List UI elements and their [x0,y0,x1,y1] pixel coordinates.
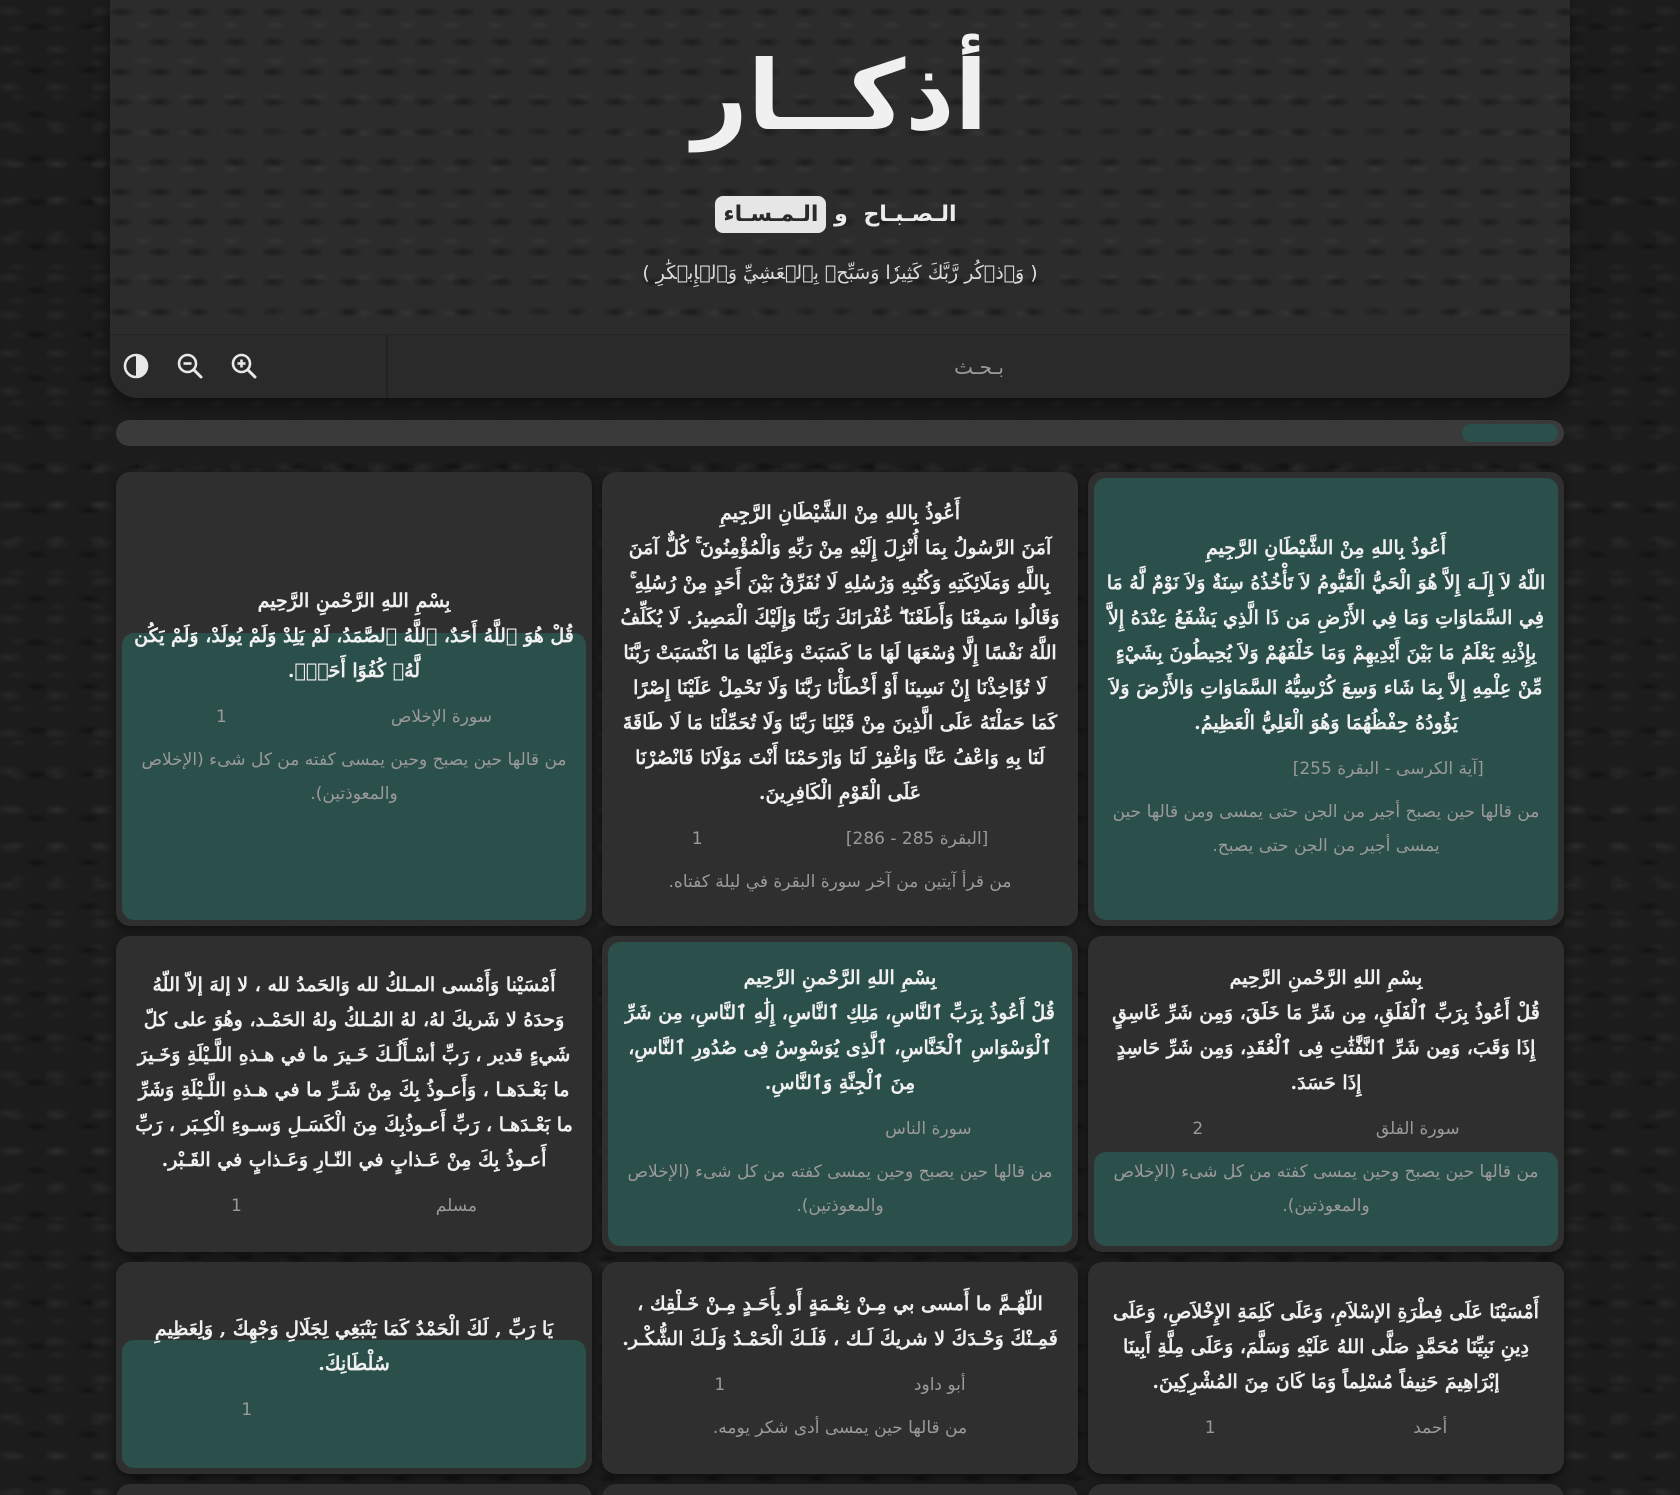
zikr-text: بِسْمِ اللهِ الرَّحْمنِ الرَّحِيم قُلْ هُوَ ٱللَّهُ أَحَدٌ، ٱللَّهُ ٱلصَّمَدُ، لَمْ يَلِدْ وَلَمْ يُولَدْ، وَلَمْ يَكُن لَّهُۥ كُفُوًا أَحَدٌۢ. [134,589,574,682]
zikr-card[interactable] [1088,1262,1564,1474]
zikr-card[interactable] [116,1262,592,1474]
zikr-meta [620,1119,1060,1139]
theme-toggle-button[interactable] [118,349,154,385]
zikr-card[interactable] [602,1262,1078,1474]
zikr-card[interactable] [116,1484,592,1495]
zikr-card[interactable] [602,936,1078,1252]
zikr-text: أَمْسَيْنَا عَلَى فِطْرَةِ الإسْلاَمِ، وَعَلَى كَلِمَةِ الإِخْلاَصِ، وَعَلَى دِينِ نَبِيِّنَا مُحَمَّدٍ صَلَّى اللهُ عَلَيْهِ وَسَلَّمَ، وَعَلَى مِلَّةِ أَبِينَا إبْرَاهِيمَ حَنِيفاً مُسْلِماً وَمَا كَانَ مِنَ المُشْرِكِينَ. [1113,1300,1539,1393]
tab-morning[interactable]: الـصـبـاح [863,202,957,227]
overall-progress-fill [1462,424,1558,442]
zikr-card[interactable] [1088,1484,1564,1495]
zikr-text: أَعُوذُ بِاللهِ مِنْ الشَّيْطَانِ الرَّجِيمِ آمَنَ الرَّسُولُ بِمَا أُنْزِلَ إِلَيْهِ مِنْ رَبِّهِ وَالْمُؤْمِنُونَ ۚ كُلٌّ آمَنَ بِاللَّهِ وَمَلَائِكَتِهِ وَكُتُبِهِ وَرُسُلِهِ لَا نُفَرِّقُ بَيْنَ أَحَدٍ مِنْ رُسُلِهِ ۚ وَقَالُوا سَمِعْنَا وَأَطَعْنَا ۖ غُفْرَانَكَ رَبَّنَا وَإِلَيْكَ الْمَصِيرُ. لَا يُكَلِّفُ اللَّهُ نَفْسًا إِلَّا وُسْعَهَا لَهَا مَا كَسَبَتْ وَعَلَيْهَا مَا اكْتَسَبَتْ رَبَّنَا لَا تُؤَاخِذْنَا إِنْ نَسِينَا أَوْ أَخْطَأْنَا رَبَّنَا وَلَا تَحْمِلْ عَلَيْنَا إِصْرًا كَمَا حَمَلْتَهُ عَلَى الَّذِينَ مِنْ قَبْلِنَا رَبَّنَا وَلَا تُحَمِّلْنَا مَا لَا طَاقَةَ لَنَا بِهِ وَاعْفُ عَنَّا وَاغْفِرْ لَنَا وَارْحَمْنَا أَنْتَ مَوْلَانَا فَانْصُرْنَا عَلَى الْقَوْمِ الْكَافِرِينَ. [620,501,1060,804]
zikr-source: [آية الكرسى - البقرة 255] [1292,759,1484,779]
zikr-meta [1106,759,1546,779]
zikr-card[interactable] [602,1484,1078,1495]
zikr-count: 1 [216,706,227,727]
zikr-text: أَعُوذُ بِاللهِ مِنْ الشَّيْطَانِ الرَّجِيمِ اللّهُ لاَ إِلَـهَ إِلاَّ هُوَ الْحَيُّ الْقَيُّومُ لاَ تَأْخُذُهُ سِنَةٌ وَلاَ نَوْمٌ لَّهُ مَا فِي السَّمَاوَاتِ وَمَا فِي الأَرْضِ مَن ذَا الَّذِي يَشْفَعُ عِنْدَهُ إِلاَّ بِإِذْنِهِ يَعْلَمُ مَا بَيْنَ أَيْدِيهِمْ وَمَا خَلْفَهُمْ وَلاَ يُحِيطُونَ بِشَيْءٍ مِّنْ عِلْمِهِ إِلاَّ بِمَا شَاء وَسِعَ كُرْسِيُّهُ السَّمَاوَاتِ وَالأَرْضَ وَلاَ يَؤُودُهُ حِفْظُهُمَا وَهُوَ الْعَلِيُّ الْعَظِيمُ. [1106,537,1546,734]
zikr-source: سورة الناس [885,1119,972,1139]
zikr-virtue: من قالها حين يصبح وحين يمسى كفته من كل شىء (الإخلاص والمعوذتين). [141,749,567,804]
zikr-text: بِسْمِ اللهِ الرَّحْمنِ الرَّحِيم قُلْ أَعُوذُ بِرَبِّ ٱلْفَلَقِ، مِن شَرِّ مَا خَلَقَ، وَمِن شَرِّ غَاسِقٍ إِذَا وَقَبَ، وَمِن شَرِّ ٱلنَّفَّٰثَٰتِ فِى ٱلْعُقَدِ، وَمِن شَرِّ حَاسِدٍ إِذَا حَسَدَ. [1112,967,1540,1094]
search-input[interactable] [386,335,1570,398]
zikr-card[interactable] [116,936,592,1252]
tab-evening[interactable]: الـمـسـاء [715,196,826,233]
zikr-virtue: من قالها حين يصبح وحين يمسى كفته من كل شىء (الإخلاص والمعوذتين). [1113,1162,1539,1216]
zoom-out-button[interactable] [172,349,208,385]
zoom-out-icon [175,351,205,381]
zikr-meta [134,1400,574,1420]
subtitle-joiner: و [834,202,848,227]
zikr-meta [134,1196,574,1216]
zikr-card[interactable] [1088,472,1564,926]
contrast-icon [121,351,151,381]
header-verse: ( وَٱذۡكُر رَّبَّكَ كَثِيرٗا وَسَبِّحۡ بِٱلۡعَشِيِّ وَٱلۡإِبۡكَٰرِ ) [642,262,1038,284]
zikr-meta [134,707,574,727]
zikr-card[interactable] [602,472,1078,926]
zikr-source: [البقرة 285 - 286] [845,828,989,849]
zikr-text: اللّهُـمَّ ما أَمسى بي مِـنْ نِعْـمَةٍ أَو بِأَحَـدٍ مِـنْ خَـلْقِك ، فَمِـنْكَ وَحْـدَكَ لا شريكَ لَـك ، فَلَـكَ الْحَمْـدُ وَلَـكَ الشُّكْـر. [622,1293,1058,1350]
zikr-count: 1 [1204,1417,1216,1438]
zikr-meta [620,829,1060,849]
zikr-source: أبو داود [913,1375,966,1395]
zikr-virtue: من قالها حين يمسى أدى شكر يومه. [712,1418,968,1438]
zikr-virtue: من قالها حين يصبح وحين يمسى كفته من كل شىء (الإخلاص والمعوذتين). [627,1162,1053,1216]
zikr-count: 2 [1192,1119,1204,1139]
zikr-meta [1106,1119,1546,1139]
app-title: أذكــار [692,40,988,152]
zikr-source: مسلم [435,1196,478,1216]
zikr-card[interactable] [1088,936,1564,1252]
zikr-count: 1 [691,828,703,849]
zikr-text: بِسْمِ اللهِ الرَّحْمنِ الرَّحِيم قُلْ أَعُوذُ بِرَبِّ ٱلنَّاسِ، مَلِكِ ٱلنَّاسِ، إِلَٰهِ ٱلنَّاسِ، مِن شَرِّ ٱلْوَسْوَاسِ ٱلْخَنَّاسِ، ٱلَّذِى يُوَسْوِسُ فِى صُدُورِ ٱلنَّاسِ، مِنَ ٱلْجِنَّةِ وَٱلنَّاسِ. [625,967,1055,1094]
zikr-count: 1 [714,1375,726,1395]
subtitle [110,196,1570,233]
zikr-count: 1 [241,1400,253,1420]
zikr-virtue: من قرأ آيتين من آخر سورة البقرة في ليلة كفتاه. [668,871,1012,892]
overall-progress-bar [116,420,1564,446]
zikr-source: أحمد [1413,1417,1448,1438]
zoom-in-button[interactable] [226,349,262,385]
zikr-card[interactable] [116,472,592,926]
zikr-source: سورة الفلق [1375,1119,1460,1139]
zoom-in-icon [229,351,259,381]
zikr-count: 1 [231,1196,242,1216]
zikr-meta [620,1375,1060,1395]
zikr-virtue: من قالها حين يصبح أجير من الجن حتى يمسى ومن قالها حين يمسى أجير من الجن حتى يصبح. [1112,802,1540,856]
azkar-grid [116,472,1564,1495]
header [110,0,1570,398]
zikr-text: أَمْسَيْنا وَأَمْسى المـلكُ لله وَالحَمدُ لله ، لا إلهَ إلاّ اللّهُ وَحدَهُ لا شَريكَ لهُ، لهُ المُـلكُ ولهُ الحَمْـد، وهُوَ على كلّ شَيءٍ قدير ، رَبِّ أسْـأَلُـكَ خَـيرَ ما في هـذهِ اللَّـيْلَةِ وَخَـيرَ ما بَعْـدَهـا ، وَأَعـوذُ بِكَ مِنْ شَـرِّ ما في هـذهِ اللَّـيْلَةِ وَشَرِّ ما بَعْـدَهـا ، رَبِّ أَعـوذُبِكَ مِنَ الْكَسَـلِ وَسـوءِ الْكِـبَر ، رَبِّ أَعـوذُ بِكَ مِنْ عَـذابٍ في النّـارِ وَعَـذابٍ في القَـبْر. [135,974,573,1171]
zikr-source: سورة الإخلاص [390,706,492,727]
zikr-meta [1106,1418,1546,1438]
toolbar [110,334,1570,398]
zikr-text: يَا رَبِّ , لَكَ الْحَمْدُ كَمَا يَنْبَغِي لِجَلَالِ وَجْهِكَ , وَلِعَظِيمِ سُلْطَانِكَ. [154,1318,554,1375]
